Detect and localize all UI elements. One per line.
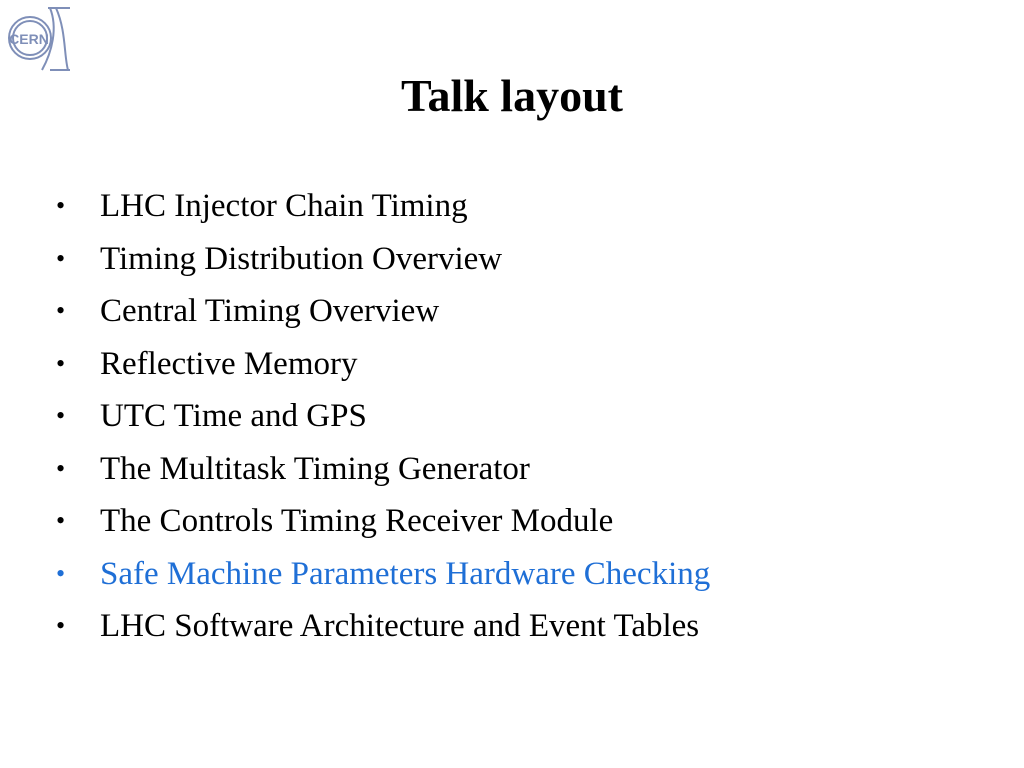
cern-logo-text: CERN xyxy=(9,31,49,47)
bullet-item xyxy=(56,180,996,233)
bullet-item xyxy=(56,443,996,496)
bullet-item xyxy=(56,338,996,391)
bullet-list xyxy=(56,180,996,653)
bullet-dot-icon: • xyxy=(56,611,66,640)
bullet-item xyxy=(56,600,996,653)
slide-title: Talk layout xyxy=(400,70,623,121)
bullet-dot-icon: • xyxy=(56,401,66,430)
bullet-dot-icon: • xyxy=(56,191,66,220)
bullet-dot-icon: • xyxy=(56,453,66,483)
bullet-text: LHC Injector Chain Timing xyxy=(100,188,468,224)
bullet-text: Central Timing Overview xyxy=(100,293,440,329)
bullet-item xyxy=(56,390,996,443)
bullet-dot-icon: • xyxy=(56,348,66,378)
bullet-text: Safe Machine Parameters Hardware Checking xyxy=(100,555,711,592)
bullet-text: Reflective Memory xyxy=(100,345,358,382)
bullet-text: The Controls Timing Receiver Module xyxy=(100,503,614,539)
bullet-item xyxy=(56,285,996,338)
bullet-text: LHC Software Architecture and Event Tables xyxy=(100,608,700,644)
bullet-text: Timing Distribution Overview xyxy=(100,240,503,277)
bullet-item xyxy=(56,495,996,548)
bullet-dot-icon: • xyxy=(56,506,66,535)
bullet-text: The Multitask Timing Generator xyxy=(100,450,530,487)
bullet-dot-icon: • xyxy=(56,296,66,325)
cern-logo xyxy=(4,4,72,72)
bullet-item-highlighted xyxy=(56,548,996,601)
bullet-text: UTC Time and GPS xyxy=(100,398,367,434)
bullet-item xyxy=(56,233,996,286)
bullet-dot-icon: • xyxy=(56,558,66,588)
bullet-dot-icon: • xyxy=(56,243,66,273)
